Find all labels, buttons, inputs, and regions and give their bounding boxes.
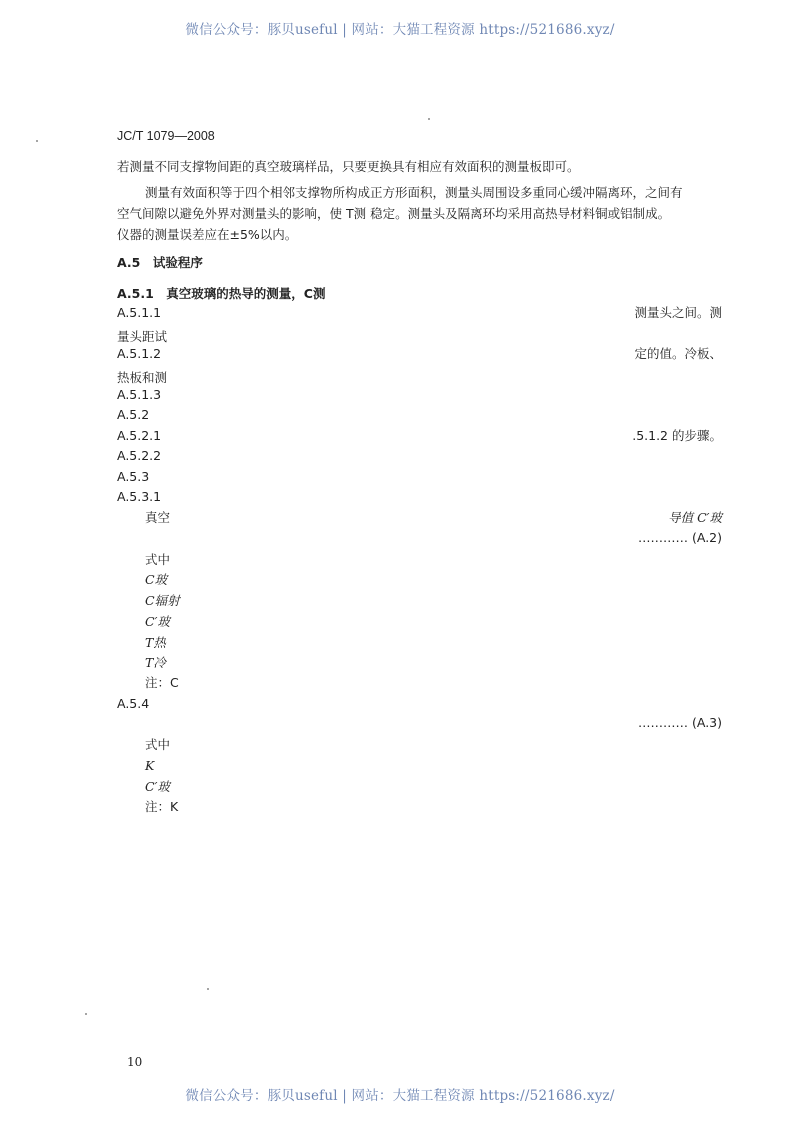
symbol-label: C′玻 [145,614,170,629]
symbol-label: C′玻 [145,779,170,794]
note-label: 注：K [145,799,179,814]
symbol-label: C辐射 [145,593,180,608]
scan-speck [36,140,38,142]
scan-speck [428,118,430,120]
watermark-bottom: 微信公众号：豚贝useful | 网站：大猫工程资源 https://521686.xyz/ [185,1088,615,1104]
standard-code: JC/T 1079—2008 [117,129,215,143]
fragment-left: A.5.2.1 [117,428,162,443]
page-number: 10 [127,1055,143,1069]
indented-right: 导值 C′玻 [668,510,722,525]
equation-number-a2: ………… (A.2) [638,530,722,545]
fragment-left: A.5.3 [117,469,150,484]
paragraph-line: 仪器的测量误差应在±5%以内。 [117,227,298,242]
paragraph-line: 测量有效面积等于四个相邻支撑物所构成正方形面积，测量头周围设多重同心缓冲隔离环，之间有 [145,185,683,200]
scan-speck [85,1013,87,1015]
equation-number-a3: ………… (A.3) [638,715,722,730]
fragment-left: A.5.2.2 [117,448,162,463]
section-heading-a51: A.5.1 真空玻璃的热导的测量，C测 [117,286,326,301]
section-a54: A.5.4 [117,696,150,711]
fragment-left: A.5.3.1 [117,489,162,504]
watermark-top: 微信公众号：豚贝useful | 网站：大猫工程资源 https://521686.xyz/ [185,22,615,38]
fragment-right: 测量头之间。测 [634,305,722,320]
section-heading-a5: A.5 试验程序 [117,255,203,270]
fragment-left: A.5.1.2 [117,346,162,361]
indented-left: 式中 [145,552,171,567]
fragment-left: 量头距试 [117,329,168,344]
fragment-left: A.5.1.3 [117,387,162,402]
symbol-label: T热 [145,635,166,650]
fragment-left: A.5.2 [117,407,150,422]
indented-left: 式中 [145,737,171,752]
fragment-right: 定的值。冷板、 [634,346,722,361]
fragment-left: 热板和测 [117,370,168,385]
fragment-right: .5.1.2 的步骤。 [632,428,722,443]
symbol-label: T冷 [145,655,166,670]
note-label: 注：C [145,675,179,690]
symbol-label: K [145,758,155,773]
symbol-label: C玻 [145,572,168,587]
fragment-left: A.5.1.1 [117,305,162,320]
paragraph-line: 若测量不同支撑物间距的真空玻璃样品，只要更换具有相应有效面积的测量板即可。 [117,159,580,174]
scan-speck [207,988,209,990]
paragraph-line: 空气间隙以避免外界对测量头的影响，使 T测 稳定。测量头及隔离环均采用高热导材料铜或铝制成。 [117,206,671,221]
indented-left: 真空 [145,510,171,525]
